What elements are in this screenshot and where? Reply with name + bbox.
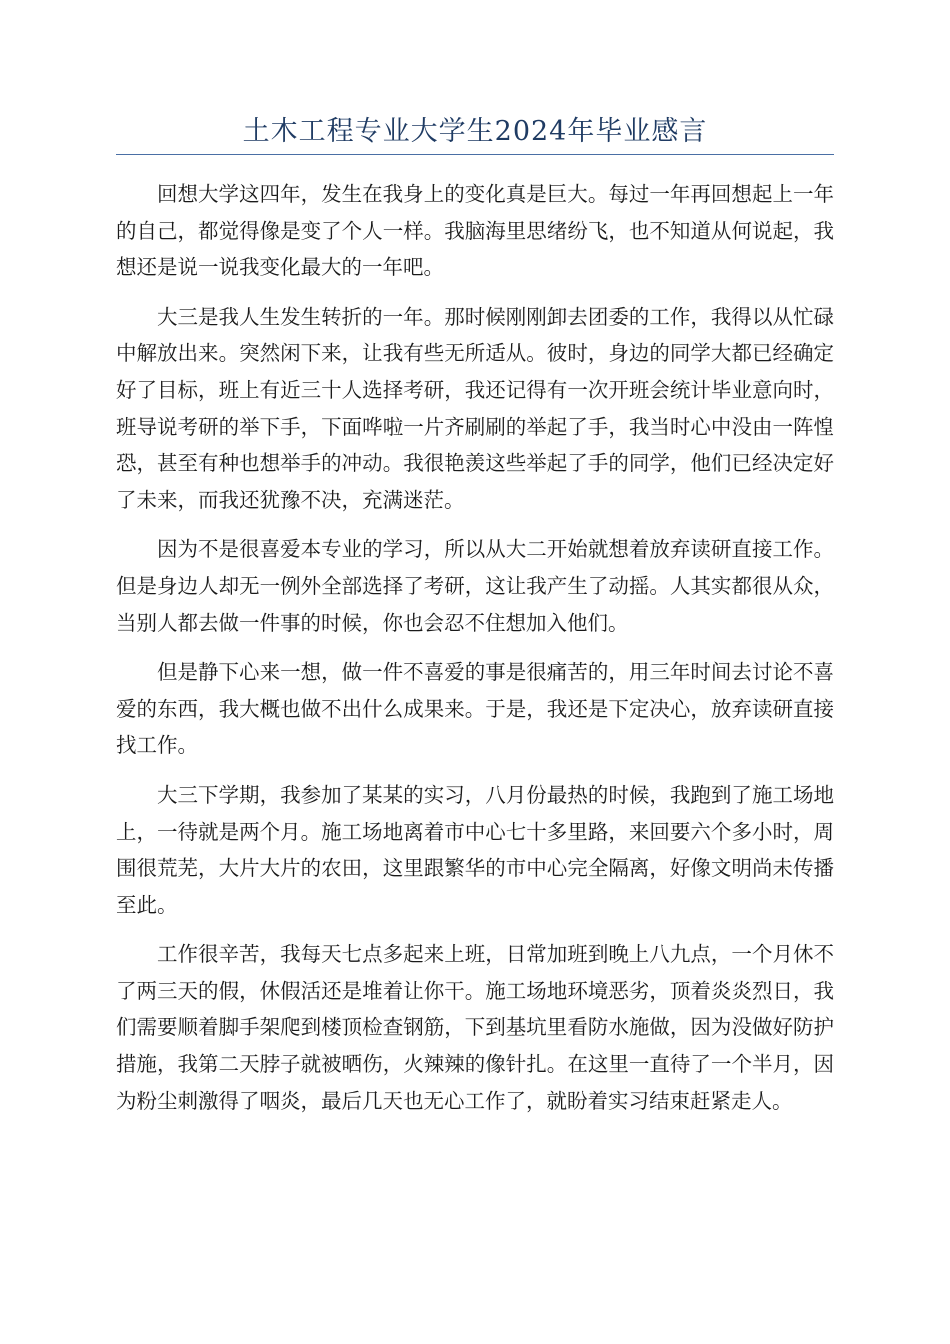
document-body — [116, 176, 834, 1132]
paragraph: 但是静下心来一想，做一件不喜爱的事是很痛苦的，用三年时间去讨论不喜爱的东西，我大概也做不出什么成果来。于是，我还是下定决心，放弃读研直接找工作。 — [116, 660, 834, 758]
paragraph: 回想大学这四年，发生在我身上的变化真是巨大。每过一年再回想起上一年的自己，都觉得像是变了个人一样。我脑海里思绪纷飞，也不知道从何说起，我想还是说一说我变化最大的一年吧。 — [116, 182, 834, 280]
paragraph: 大三下学期，我参加了某某的实习，八月份最热的时候，我跑到了施工场地上，一待就是两个月。施工场地离着市中心七十多里路，来回要六个多小时，周围很荒芜，大片大片的农田，这里跟繁华的市中心完全隔离，好像文明尚未传播至此。 — [116, 782, 834, 917]
document-title: 土木工程专业大学生2024年毕业感言 — [242, 116, 708, 147]
paragraph: 工作很辛苦，我每天七点多起来上班，日常加班到晚上八九点，一个月休不了两三天的假，休假活还是堆着让你干。施工场地环境恶劣，顶着炎炎烈日，我们需要顺着脚手架爬到楼顶检查钢筋，下到基坑里看防水施做，因为没做好防护措施，我第二天脖子就被晒伤，火辣辣的像针扎。在这里一直待了一个半月，因为粉尘刺激得了咽炎，最后几天也无心工作了，就盼着实习结束赶紧走人。 — [116, 942, 834, 1113]
paragraph: 因为不是很喜爱本专业的学习，所以从大二开始就想着放弃读研直接工作。但是身边人却无一例外全部选择了考研，这让我产生了动摇。人其实都很从众，当别人都去做一件事的时候，你也会忍不住想加入他们。 — [116, 537, 834, 635]
paragraph: 大三是我人生发生转折的一年。那时候刚刚卸去团委的工作，我得以从忙碌中解放出来。突然闲下来，让我有些无所适从。彼时，身边的同学大都已经确定好了目标，班上有近三十人选择考研，我还记得有一次开班会统计毕业意向时，班导说考研的举下手，下面哗啦一片齐刷刷的举起了手，我当时心中没由一阵惶恐，甚至有种也想举手的冲动。我很艳羡这些举起了手的同学，他们已经决定好了未来，而我还犹豫不决，充满迷茫。 — [116, 304, 834, 512]
title-underline — [116, 154, 834, 155]
